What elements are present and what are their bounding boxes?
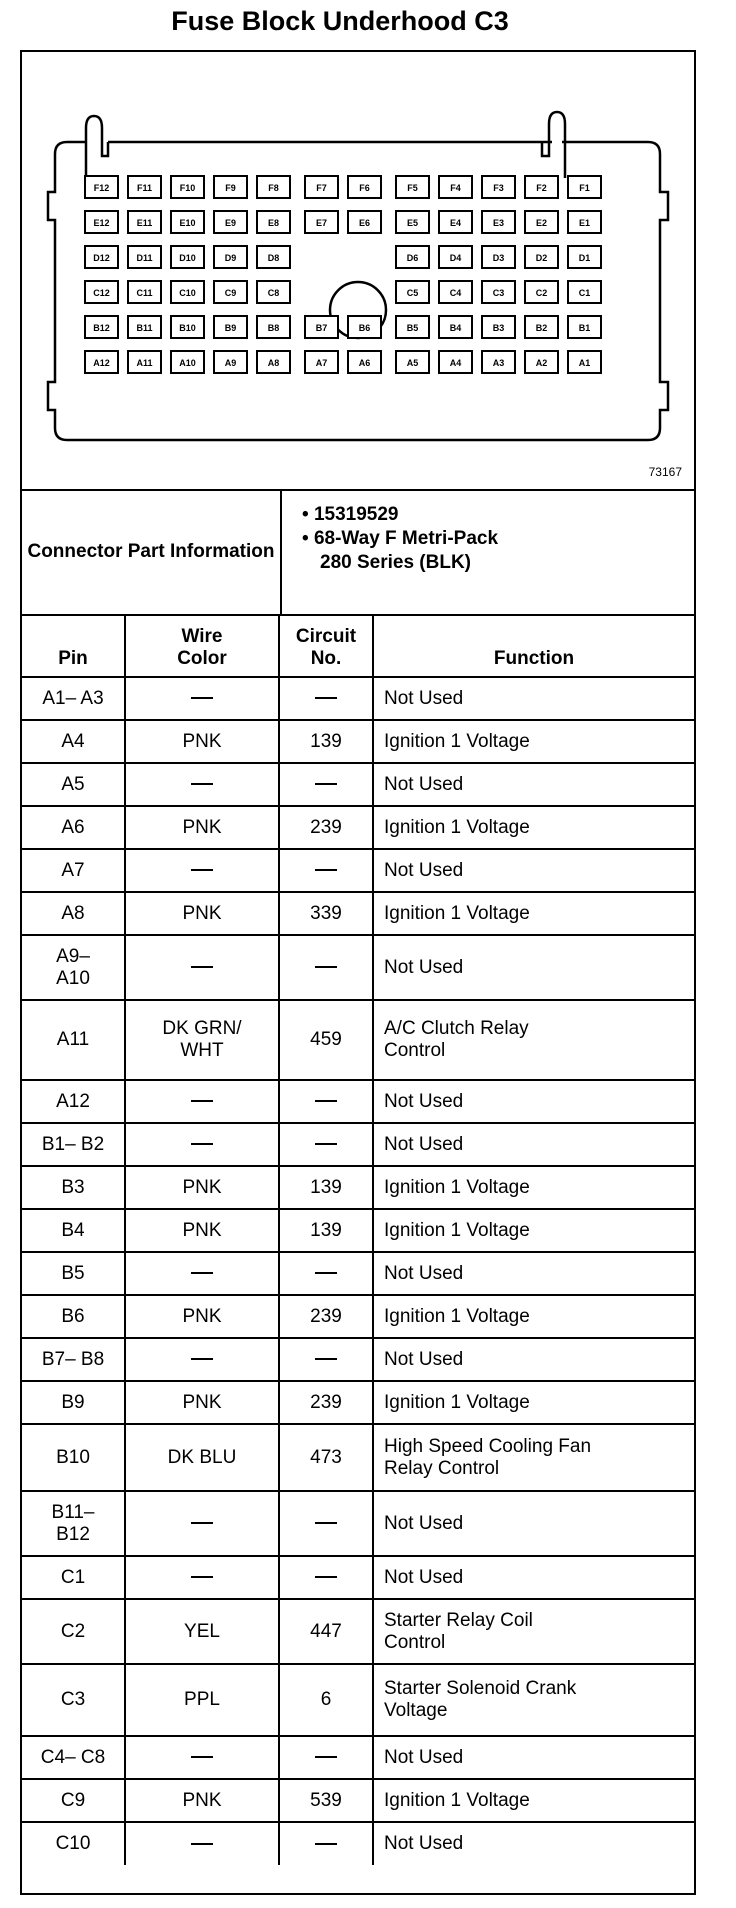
svg-text:F10: F10 <box>179 183 196 193</box>
cell-circuit-no: 139 <box>279 1166 373 1209</box>
svg-text:D2: D2 <box>535 253 548 263</box>
cell-wire-color: DK GRN/ WHT <box>125 1000 279 1080</box>
svg-text:E1: E1 <box>578 218 591 228</box>
connector-description-1: 68-Way F Metri-Pack <box>313 528 499 549</box>
cell-pin: A12 <box>22 1080 125 1123</box>
cell-wire-color <box>125 763 279 806</box>
table-row <box>22 1556 694 1599</box>
cell-pin: A6 <box>22 806 125 849</box>
svg-text:F12: F12 <box>93 183 110 193</box>
connector-info-label: Connector Part Information <box>22 489 282 614</box>
cell-circuit-no: 539 <box>279 1779 373 1822</box>
cavity-B9 <box>214 316 247 338</box>
cell-pin: A5 <box>22 763 125 806</box>
dash-mark <box>315 783 337 785</box>
connector-frame <box>20 50 696 1895</box>
cavity-B11 <box>128 316 161 338</box>
cell-circuit-no: 339 <box>279 892 373 935</box>
cell-wire-color: PNK <box>125 720 279 763</box>
dash-mark <box>315 966 337 968</box>
cell-pin: A9– A10 <box>22 935 125 1000</box>
cell-function: Ignition 1 Voltage <box>373 1166 694 1209</box>
cavity-C1 <box>568 281 601 303</box>
svg-text:E12: E12 <box>93 218 110 228</box>
cell-function: Starter Solenoid Crank Voltage <box>373 1664 694 1736</box>
svg-text:E8: E8 <box>267 218 280 228</box>
cavity-A10 <box>171 351 204 373</box>
connector-info-details: • 15319529 • 68-Way F Metri-Pack 280 Series (BLK) <box>302 504 499 573</box>
cavity-B7 <box>305 316 338 338</box>
cavity-E4 <box>439 211 472 233</box>
cavity-F9 <box>214 176 247 198</box>
cell-circuit-no <box>279 1736 373 1779</box>
svg-text:C3: C3 <box>492 288 505 298</box>
cavity-A1 <box>568 351 601 373</box>
cell-pin: B1– B2 <box>22 1123 125 1166</box>
svg-text:C1: C1 <box>578 288 591 298</box>
cavity-E12 <box>85 211 118 233</box>
cavity-D1 <box>568 246 601 268</box>
svg-text:A3: A3 <box>492 358 505 368</box>
cell-circuit-no <box>279 763 373 806</box>
cell-pin: B6 <box>22 1295 125 1338</box>
cavity-C5 <box>396 281 429 303</box>
cell-pin: C3 <box>22 1664 125 1736</box>
dash-mark <box>191 1522 213 1524</box>
table-row <box>22 1252 694 1295</box>
cell-wire-color: PNK <box>125 806 279 849</box>
cavity-E9 <box>214 211 247 233</box>
cavity-B12 <box>85 316 118 338</box>
svg-text:D12: D12 <box>93 253 110 263</box>
cell-function: Not Used <box>373 763 694 806</box>
cavity-B6 <box>348 316 381 338</box>
cavity-D2 <box>525 246 558 268</box>
cell-circuit-no <box>279 1556 373 1599</box>
cell-function: Not Used <box>373 1252 694 1295</box>
cell-function: Starter Relay Coil Control <box>373 1599 694 1664</box>
svg-text:B2: B2 <box>535 323 548 333</box>
dash-mark <box>191 1756 213 1758</box>
cell-function: Ignition 1 Voltage <box>373 1381 694 1424</box>
cavity-A6 <box>348 351 381 373</box>
svg-text:A8: A8 <box>267 358 280 368</box>
svg-text:F9: F9 <box>225 183 236 193</box>
svg-text:B11: B11 <box>136 323 153 333</box>
table-row <box>22 1338 694 1381</box>
cavity-B4 <box>439 316 472 338</box>
svg-text:B8: B8 <box>267 323 280 333</box>
dash-mark <box>315 1358 337 1360</box>
cavity-C10 <box>171 281 204 303</box>
svg-text:C4: C4 <box>449 288 462 298</box>
cell-wire-color: PNK <box>125 1209 279 1252</box>
dash-mark <box>191 1576 213 1578</box>
svg-text:C8: C8 <box>267 288 280 298</box>
cavity-E3 <box>482 211 515 233</box>
cell-function: Not Used <box>373 1080 694 1123</box>
cavity-E10 <box>171 211 204 233</box>
cavity-A8 <box>257 351 290 373</box>
dash-mark <box>191 966 213 968</box>
cell-function: Ignition 1 Voltage <box>373 1295 694 1338</box>
cavity-A7 <box>305 351 338 373</box>
cavity-B2 <box>525 316 558 338</box>
cell-pin: B11– B12 <box>22 1491 125 1556</box>
cavity-F4 <box>439 176 472 198</box>
dash-mark <box>315 1272 337 1274</box>
cavity-F7 <box>305 176 338 198</box>
svg-text:F3: F3 <box>493 183 504 193</box>
cell-pin: B7– B8 <box>22 1338 125 1381</box>
cell-pin: B9 <box>22 1381 125 1424</box>
cell-pin: C9 <box>22 1779 125 1822</box>
svg-text:F5: F5 <box>407 183 418 193</box>
svg-text:C12: C12 <box>93 288 110 298</box>
latch-left <box>86 116 108 182</box>
cell-circuit-no <box>279 935 373 1000</box>
table-row <box>22 892 694 935</box>
cell-circuit-no <box>279 849 373 892</box>
svg-text:A10: A10 <box>179 358 196 368</box>
cavity-B10 <box>171 316 204 338</box>
cell-wire-color <box>125 677 279 720</box>
dash-mark <box>315 1576 337 1578</box>
cavity-E1 <box>568 211 601 233</box>
cell-wire-color <box>125 1822 279 1865</box>
cell-wire-color: PNK <box>125 1779 279 1822</box>
cell-pin: C2 <box>22 1599 125 1664</box>
header-function: Function <box>373 614 694 677</box>
cell-function: Not Used <box>373 677 694 720</box>
svg-text:F1: F1 <box>579 183 590 193</box>
cavity-A3 <box>482 351 515 373</box>
svg-text:F8: F8 <box>268 183 279 193</box>
svg-text:B12: B12 <box>93 323 110 333</box>
cell-pin: C1 <box>22 1556 125 1599</box>
cell-pin: C10 <box>22 1822 125 1865</box>
cell-circuit-no <box>279 1123 373 1166</box>
cavity-F5 <box>396 176 429 198</box>
svg-text:D3: D3 <box>492 253 505 263</box>
cavity-C8 <box>257 281 290 303</box>
cell-circuit-no: 139 <box>279 720 373 763</box>
figure-number: 73167 <box>648 465 682 479</box>
cavity-A4 <box>439 351 472 373</box>
table-row <box>22 1295 694 1338</box>
cell-function: Not Used <box>373 1338 694 1381</box>
table-header-row <box>22 614 694 677</box>
cell-function: Ignition 1 Voltage <box>373 720 694 763</box>
dash-mark <box>191 697 213 699</box>
svg-text:E3: E3 <box>492 218 505 228</box>
svg-text:C9: C9 <box>224 288 237 298</box>
cavity-A11 <box>128 351 161 373</box>
cavity-F12 <box>85 176 118 198</box>
cavity-E6 <box>348 211 381 233</box>
page-title: Fuse Block Underhood C3 <box>171 6 509 36</box>
cell-pin: B4 <box>22 1209 125 1252</box>
cell-function: Not Used <box>373 849 694 892</box>
cell-wire-color: PNK <box>125 1381 279 1424</box>
cavity-D9 <box>214 246 247 268</box>
cavity-B3 <box>482 316 515 338</box>
cell-circuit-no <box>279 677 373 720</box>
svg-text:E6: E6 <box>358 218 371 228</box>
table-row <box>22 849 694 892</box>
svg-text:A11: A11 <box>136 358 153 368</box>
cavity-C12 <box>85 281 118 303</box>
cell-function: A/C Clutch Relay Control <box>373 1000 694 1080</box>
cell-function: Ignition 1 Voltage <box>373 1209 694 1252</box>
cavity-E7 <box>305 211 338 233</box>
dash-mark <box>315 869 337 871</box>
svg-text:D1: D1 <box>578 253 591 263</box>
cavity-F8 <box>257 176 290 198</box>
cell-pin: A4 <box>22 720 125 763</box>
cavity-A5 <box>396 351 429 373</box>
cavity-D8 <box>257 246 290 268</box>
cell-wire-color <box>125 849 279 892</box>
dash-mark <box>315 1100 337 1102</box>
cell-function: Not Used <box>373 1123 694 1166</box>
cavity-A9 <box>214 351 247 373</box>
cell-wire-color <box>125 1736 279 1779</box>
cavity-E5 <box>396 211 429 233</box>
table-row <box>22 1424 694 1491</box>
svg-text:B7: B7 <box>315 323 328 333</box>
cell-wire-color <box>125 1491 279 1556</box>
svg-text:D4: D4 <box>449 253 462 263</box>
cavity-E8 <box>257 211 290 233</box>
dash-mark <box>315 1843 337 1845</box>
cell-pin: A11 <box>22 1000 125 1080</box>
dash-mark <box>191 1358 213 1360</box>
cavity-F10 <box>171 176 204 198</box>
cell-circuit-no: 239 <box>279 1381 373 1424</box>
cavity-D10 <box>171 246 204 268</box>
svg-text:B9: B9 <box>224 323 237 333</box>
pinout-table <box>22 614 694 1865</box>
svg-text:F2: F2 <box>536 183 547 193</box>
table-row <box>22 1822 694 1865</box>
cell-circuit-no: 473 <box>279 1424 373 1491</box>
svg-text:E4: E4 <box>449 218 462 228</box>
svg-text:B6: B6 <box>358 323 371 333</box>
cell-function: Not Used <box>373 1556 694 1599</box>
cavity-C9 <box>214 281 247 303</box>
cell-pin: A7 <box>22 849 125 892</box>
cavity-E2 <box>525 211 558 233</box>
connector-face-drawing <box>22 52 694 489</box>
table-row <box>22 1599 694 1664</box>
cavity-C11 <box>128 281 161 303</box>
svg-text:F11: F11 <box>136 183 153 193</box>
cavity-F1 <box>568 176 601 198</box>
cell-function: Not Used <box>373 1491 694 1556</box>
dash-mark <box>191 869 213 871</box>
cell-pin: B3 <box>22 1166 125 1209</box>
svg-text:A4: A4 <box>449 358 462 368</box>
table-row <box>22 1080 694 1123</box>
cell-circuit-no: 6 <box>279 1664 373 1736</box>
cavity-D3 <box>482 246 515 268</box>
cell-pin: B5 <box>22 1252 125 1295</box>
cell-function: Not Used <box>373 1822 694 1865</box>
table-row <box>22 935 694 1000</box>
cell-circuit-no: 239 <box>279 806 373 849</box>
cavity-D12 <box>85 246 118 268</box>
dash-mark <box>191 1272 213 1274</box>
svg-text:A9: A9 <box>224 358 237 368</box>
table-row <box>22 1779 694 1822</box>
svg-text:F7: F7 <box>316 183 327 193</box>
table-row <box>22 1000 694 1080</box>
cell-wire-color: PNK <box>125 1166 279 1209</box>
header-wire-color: Wire Color <box>125 614 279 677</box>
cell-wire-color <box>125 1123 279 1166</box>
dash-mark <box>315 697 337 699</box>
cavity-A2 <box>525 351 558 373</box>
svg-text:A6: A6 <box>358 358 371 368</box>
table-row <box>22 763 694 806</box>
svg-text:A12: A12 <box>93 358 110 368</box>
table-row <box>22 1123 694 1166</box>
cell-circuit-no: 239 <box>279 1295 373 1338</box>
cell-pin: B10 <box>22 1424 125 1491</box>
connector-description-2: 280 Series (BLK) <box>320 552 472 573</box>
cell-pin: C4– C8 <box>22 1736 125 1779</box>
svg-text:E7: E7 <box>315 218 328 228</box>
cavity-E11 <box>128 211 161 233</box>
svg-text:B4: B4 <box>449 323 462 333</box>
svg-text:C2: C2 <box>535 288 548 298</box>
cell-circuit-no: 139 <box>279 1209 373 1252</box>
cell-wire-color: PNK <box>125 1295 279 1338</box>
dash-mark <box>191 1843 213 1845</box>
table-row <box>22 677 694 720</box>
cell-function: Not Used <box>373 1736 694 1779</box>
cavity-B5 <box>396 316 429 338</box>
cell-circuit-no <box>279 1080 373 1123</box>
svg-text:B5: B5 <box>406 323 419 333</box>
svg-text:C10: C10 <box>179 288 196 298</box>
cell-function: High Speed Cooling Fan Relay Control <box>373 1424 694 1491</box>
dash-mark <box>315 1143 337 1145</box>
svg-text:E10: E10 <box>179 218 196 228</box>
cavity-C2 <box>525 281 558 303</box>
svg-text:D9: D9 <box>224 253 237 263</box>
connector-info-section <box>22 489 694 616</box>
cell-wire-color <box>125 1252 279 1295</box>
table-row <box>22 720 694 763</box>
svg-text:A7: A7 <box>315 358 328 368</box>
cell-circuit-no <box>279 1822 373 1865</box>
svg-text:B3: B3 <box>492 323 505 333</box>
svg-text:C5: C5 <box>406 288 419 298</box>
cell-circuit-no <box>279 1338 373 1381</box>
svg-text:D6: D6 <box>406 253 419 263</box>
cell-wire-color <box>125 935 279 1000</box>
cavity-C4 <box>439 281 472 303</box>
cavity-F6 <box>348 176 381 198</box>
cell-function: Ignition 1 Voltage <box>373 806 694 849</box>
svg-text:A5: A5 <box>406 358 419 368</box>
cell-circuit-no <box>279 1491 373 1556</box>
svg-text:C11: C11 <box>136 288 153 298</box>
header-circuit-no: Circuit No. <box>279 614 373 677</box>
cavity-C3 <box>482 281 515 303</box>
cavity-D6 <box>396 246 429 268</box>
cell-circuit-no: 447 <box>279 1599 373 1664</box>
cavity-B1 <box>568 316 601 338</box>
cell-wire-color: YEL <box>125 1599 279 1664</box>
latch-right <box>542 112 565 178</box>
table-row <box>22 1209 694 1252</box>
cell-pin: A1– A3 <box>22 677 125 720</box>
dash-mark <box>191 1100 213 1102</box>
cavity-D11 <box>128 246 161 268</box>
cell-function: Ignition 1 Voltage <box>373 892 694 935</box>
header-pin: Pin <box>22 614 125 677</box>
cell-wire-color: DK BLU <box>125 1424 279 1491</box>
cavity-B8 <box>257 316 290 338</box>
table-row <box>22 1664 694 1736</box>
part-number: 15319529 <box>313 504 399 525</box>
table-row <box>22 806 694 849</box>
cavity-F3 <box>482 176 515 198</box>
dash-mark <box>315 1756 337 1758</box>
cell-pin: A8 <box>22 892 125 935</box>
svg-text:F4: F4 <box>450 183 461 193</box>
svg-text:B1: B1 <box>578 323 591 333</box>
cell-wire-color <box>125 1080 279 1123</box>
svg-text:B10: B10 <box>179 323 196 333</box>
cavity-F11 <box>128 176 161 198</box>
cavity-D4 <box>439 246 472 268</box>
dash-mark <box>191 783 213 785</box>
cell-wire-color <box>125 1556 279 1599</box>
connector-diagram <box>22 52 694 491</box>
cavity-F2 <box>525 176 558 198</box>
svg-text:E9: E9 <box>224 218 237 228</box>
svg-text:E5: E5 <box>406 218 419 228</box>
dash-mark <box>315 1522 337 1524</box>
table-row <box>22 1381 694 1424</box>
svg-text:E11: E11 <box>136 218 153 228</box>
cell-circuit-no: 459 <box>279 1000 373 1080</box>
table-row <box>22 1166 694 1209</box>
cell-circuit-no <box>279 1252 373 1295</box>
cell-function: Ignition 1 Voltage <box>373 1779 694 1822</box>
svg-text:E2: E2 <box>535 218 548 228</box>
cell-wire-color <box>125 1338 279 1381</box>
svg-text:D8: D8 <box>267 253 280 263</box>
cell-wire-color: PNK <box>125 892 279 935</box>
svg-text:D11: D11 <box>136 253 153 263</box>
cavity-A12 <box>85 351 118 373</box>
svg-text:F6: F6 <box>359 183 370 193</box>
table-row <box>22 1491 694 1556</box>
cell-function: Not Used <box>373 935 694 1000</box>
svg-text:D10: D10 <box>179 253 196 263</box>
table-row <box>22 1736 694 1779</box>
svg-text:A2: A2 <box>535 358 548 368</box>
cell-wire-color: PPL <box>125 1664 279 1736</box>
svg-text:A1: A1 <box>578 358 591 368</box>
dash-mark <box>191 1143 213 1145</box>
